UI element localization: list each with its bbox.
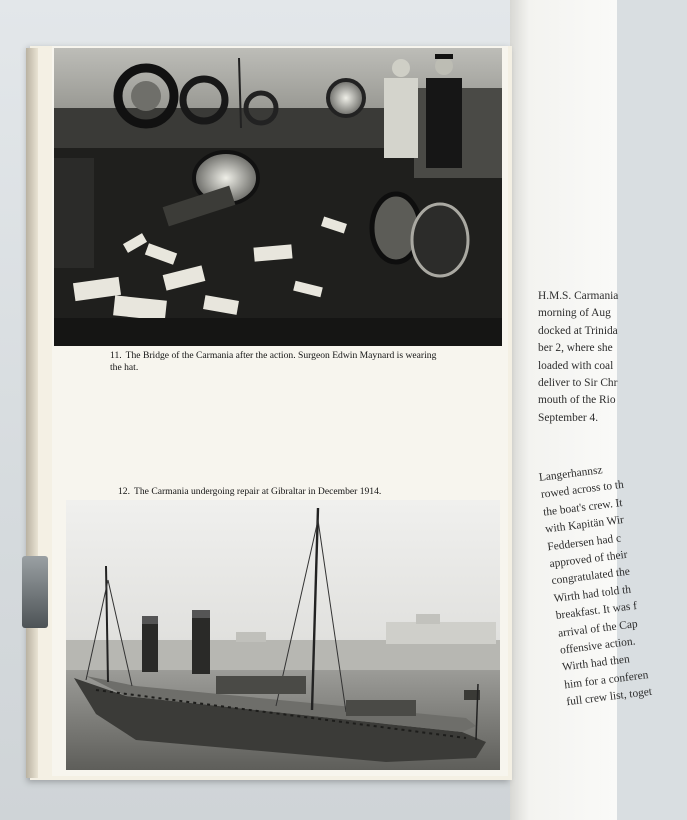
caption-fig-11-text: The Bridge of the Carmania after the action. Surgeon Edwin Maynard is wearing the hat. [110,350,437,373]
page-edge-tab [22,556,48,628]
photo-bridge-image [54,48,502,346]
text-line: H.M.S. Carmania [538,290,619,302]
text-line: loaded with coal [538,359,614,372]
text-line: him for a conferen [563,669,649,692]
photo-bridge [54,48,502,346]
caption-fig-11-number: 11. [110,350,122,361]
text-line: Wirth had told th [553,583,632,605]
text-line: offensive action. [559,635,637,657]
page-spine [26,48,38,778]
text-line: deliver to Sir Chr [538,377,618,390]
caption-fig-12-number: 12. [118,486,130,497]
caption-fig-11 [110,350,440,374]
text-line: morning of Aug [538,307,611,320]
photo-ship [66,500,500,770]
text-line: ber 2, where she [538,342,613,355]
text-line: full crew list, toget [565,686,653,709]
text-line: approved of their [548,548,629,571]
text-line: September 4. [538,411,599,424]
caption-fig-12-text: The Carmania undergoing repair at Gibraltar in December 1914. [134,486,382,497]
text-line: Wirth had then [561,653,631,674]
text-line: Feddersen had c [546,532,622,554]
text-line: breakfast. It was f [555,600,638,623]
photo-ship-image [66,500,500,770]
text-line: docked at Trinida [538,324,618,337]
text-line: congratulated the [550,566,631,588]
text-line: mouth of the Rio [538,394,616,407]
text-line: Langerhannsz [538,464,604,484]
right-page-paragraph-1 [538,288,658,427]
text-line: rowed across to th [540,479,625,502]
text-line: the boat's crew. It [542,496,624,519]
text-line: arrival of the Cap [557,617,639,640]
text-line: with Kapitän Wir [544,514,625,536]
caption-fig-12 [118,486,498,498]
